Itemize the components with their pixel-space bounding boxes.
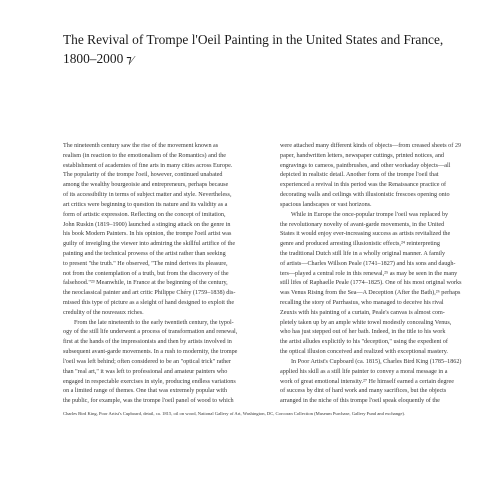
text-line: genre and produced arresting illusionistic effects,²⁴ reinterpreting xyxy=(280,241,440,248)
text-line: pletely taken up by an ample white towel modestly concealing Venus, xyxy=(280,319,452,326)
text-line: first at the hands of the impressionists and then by artists involved in xyxy=(63,339,232,346)
text-line: ogy of the still life underwent a process of transformation and renewal, xyxy=(63,329,238,336)
section-mark-icon: ⁊⁄ xyxy=(126,54,134,66)
text-line: guilty of inveigling the viewer into admiring the skillful artifice of the xyxy=(63,241,236,248)
page-title xyxy=(63,30,443,70)
text-line: ters—played a central role in this renewal,²⁵ as may be seen in the many xyxy=(280,270,458,277)
text-line: arranged in the niche of this trompe l'oeil speak eloquently of the xyxy=(280,398,440,405)
text-line: his book Modern Painters. In his opinion, the trompe l'oeil artist was xyxy=(63,231,232,238)
text-line: than "real art," it was left to professional and amateur painters who xyxy=(63,368,228,375)
text-line: still lifes of Raphaelle Peale (1774–1825). One of his most original works xyxy=(280,280,462,287)
text-line: applied his skill as a still life painter to convey a moral message in a xyxy=(280,368,448,375)
text-line: decorating walls and ceilings with illusionistic frescoes opening onto xyxy=(280,192,450,199)
text-line: falsehood."²³ Meanwhile, in France at the beginning of the century, xyxy=(63,280,228,287)
text-line: depicted in realistic detail. Another form of the trompe l'oeil that xyxy=(280,172,439,179)
text-line: the public, for example, was the trompe l'oeil panel of wood to which xyxy=(63,398,234,405)
text-line: subsequent avant-garde movements. In a rush to modernity, the trompe xyxy=(63,349,238,356)
title-line-1: The Revival of Trompe l'Oeil Painting in the United States and France, xyxy=(63,32,444,47)
text-line: were attached many different kinds of objects—from creased sheets of xyxy=(280,143,454,149)
text-line: of success by dint of hard work and many sacrifices, but the objects xyxy=(280,388,447,395)
text-line: who has just stepped out of her bath. Indeed, in the title to his work xyxy=(280,329,446,336)
text-line: engravings to cameos, paintbrushes, and other workaday objects—all xyxy=(280,162,451,169)
figure-caption: Charles Bird King, Poor Artist's Cupboard, detail, ca. 1815, oil on wood, National Gallery of Art, Washington, DC, Corcoran Collection (Museum Purchase, Gallery Fund and exchange). xyxy=(63,411,406,416)
text-line: not from the contemplation of a truth, but from the discovery of the xyxy=(63,270,229,277)
left-paragraph xyxy=(63,142,262,407)
text-line: recalling the story of Parrhasius, who managed to deceive his rival xyxy=(280,300,444,306)
text-line: painting and the technical prowess of the artist rather than seeking xyxy=(63,250,226,257)
text-line: In Poor Artist's Cupboard (ca. 1815), Charles Bird King (1785–1862) xyxy=(291,358,462,365)
text-line: of its accessibility in terms of subject matter and style. Nevertheless, xyxy=(63,192,232,199)
text-line: was Venus Rising from the Sea—A Deception (After the Bath),²⁶ perhaps xyxy=(280,290,461,297)
text-line: missed this type of picture as a sleight of hand designed to exploit the xyxy=(63,300,235,306)
text-line: art critics were beginning to question its nature and its validity as a xyxy=(63,201,228,208)
text-line: of artists—Charles Willson Peale (1741–1827) and his sons and daugh- xyxy=(280,260,456,267)
title-line-2 xyxy=(63,49,443,70)
text-line: States it would enjoy ever-increasing success as artists revitalized the xyxy=(280,231,451,238)
text-line: work of great emotional intensity.²⁷ He himself earned a certain degree xyxy=(280,378,454,385)
text-line: paper, handwritten letters, newspaper cuttings, printed notices, and xyxy=(280,152,444,159)
text-line: From the late nineteenth to the early twentieth century, the typol- xyxy=(74,319,234,326)
text-line: to present "the truth." He observed, "The mind derives its pleasure, xyxy=(63,260,228,267)
text-line: The popularity of the trompe l'oeil, however, continued unabated xyxy=(63,172,223,179)
text-line: the revolutionary novelty of avant-garde movements, in the United xyxy=(280,221,445,228)
text-line: Zeuxis with his painting of a curtain, Peale's canvas is almost com- xyxy=(280,309,445,316)
title-years: 1800–2000 xyxy=(63,51,124,66)
right-text-column xyxy=(280,142,479,407)
text-line: engaged in respectable exercises in style, producing endless variations xyxy=(63,378,236,385)
text-line: form of artistic expression. Reflecting on the concept of imitation, xyxy=(63,211,226,218)
text-line: realism (in reaction to the emotionalism of the Romantics) and the xyxy=(63,152,227,159)
left-text-column xyxy=(63,142,262,407)
text-line: the neoclassical painter and art critic Philippe Chéry (1759–1838) dis- xyxy=(63,290,236,297)
text-line: on a limited range of themes. One that was extremely popular with xyxy=(63,388,228,395)
right-paragraph xyxy=(280,142,479,407)
text-line: the artist alludes explicitly to his "deception," using the expedient of xyxy=(280,339,448,346)
text-line: experienced a revival in this period was the Renaissance practice of xyxy=(280,182,447,189)
text-line: establishment of academies of fine arts in many cities across Europe. xyxy=(63,162,233,169)
text-line: credulity of the nouveaux riches. xyxy=(63,309,144,316)
text-line: While in Europe the once-popular trompe l'oeil was replaced by xyxy=(291,211,449,218)
text-line: spacious landscapes or vast horizons. xyxy=(280,201,372,208)
page-number: 29 xyxy=(455,143,461,149)
text-line: The nineteenth century saw the rise of the movement known as xyxy=(63,143,219,149)
text-line: John Ruskin (1819–1900) launched a stinging attack on the genre in xyxy=(63,221,231,228)
text-line: the optical illusion conceived and realized with exceptional mastery. xyxy=(280,349,448,356)
text-line: l'oeil was left behind; often considered to be an "optical trick" rather xyxy=(63,358,231,365)
text-line: the traditional Dutch still life in a wholly original manner. A family xyxy=(280,250,446,257)
text-line: among the wealthy bourgeoisie and entrepreneurs, perhaps because xyxy=(63,182,229,189)
